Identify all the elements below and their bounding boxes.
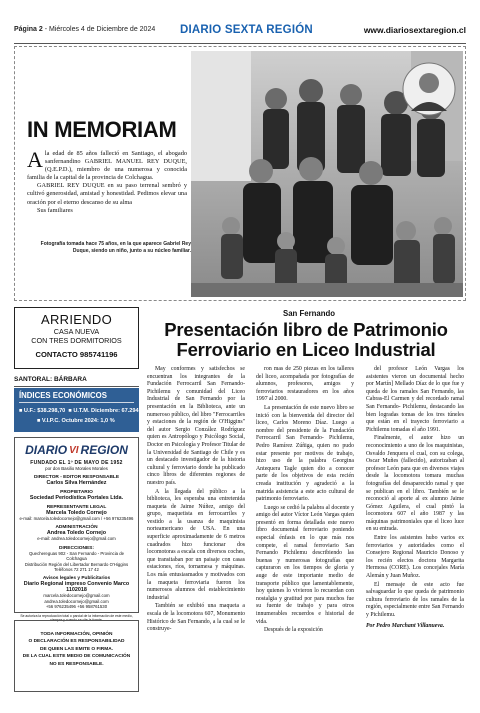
article-column-3: del profesor León Vargas los asistentes vieron un documental hecho por Martín] Mellado Díaz de lo que fue y queda de los ramales San Fernando, las Cabras-El Carmen y del recordado ramal San Fernando- Pichilemu, destacando las bien logradas tomas de los tres túneles que están en el trayecto ferroviario a Pichilemu tomadas el año 1991. Finalmente, el autor hizo un reconocimiento a uno de los maquinistas, Osvaldo Jenquera el cual, con su colega, Oscar Muñes (fallecido), autorizaban al profesor León para que en diversos viajes desde la locomotora tomara muchas fotografías del desaparecido ramal y que se publican en el libro. También se le reconoció al aporte al ex alumno Jaime Gómez Aguilera, el cual pintó la locomotora 607 el año 1987 y las máquinas patrimoniales que el liceo luce en su entrada. Entre los asistentes hubo varios ex ferroviarios y autoridades como el Consejero Regional Mauricio Donoso y los recién electos doctora Margarita Hermosa (CORE). Los concejales María Alemán y Juan Muñoz. El mensaje de este acto fue salvaguardar lo que queda de patrimonio cultura ferroviario de los ramales de la región, especialmente entre San Fernando y Pichilemu. Por Pedro Marchant Villanueva. [366,366,464,629]
disclaimer-box: TODA INFORMACIÓN, OPINIÓN O DECLARACIÓN ES RESPONSABILIDAD DE QUIEN LAS EMITE O FIRMA. DE LA CUAL ESTE MEDIO DE COMUNICACIÓN NO ES RESPONSABLE. [14,620,139,692]
drop-cap: A [27,147,43,172]
memoriam-title: IN MEMORIAM [27,117,177,142]
ad-title: ARRIENDO [40,312,113,327]
utm-value: ■ U.T.M. Diciembre: 67.294,00 [68,408,147,414]
indices-title: ÍNDICES ECONÓMICOS [19,391,134,403]
santoral: SANTORAL: BÁRBARA [14,376,139,387]
uf-value: ■ U.F.: $38.298,70 [19,408,66,414]
header-divider [14,43,466,44]
photo-caption: Fotografía tomada hace 75 años, en la que aparece Gabriel Rey Duque, siendo un niño, junto a su núcleo familiar. [40,241,191,254]
memoriam-box [14,46,466,301]
page-date: Página 2 - Miércoles 4 de Diciembre de 2024 [14,26,156,33]
memoriam-text: Ala edad de 85 años falleció en Santiago, el abogado sanfernandino GABRIEL MANUEL REY DUQUE, (Q.E.P.D.), miembro de una numerosa y conocida familia de la capital de la provincia de Colchagua. GABRIEL REY DUQUE en su paso terrenal sembró y cultivó generosidad, amistad y honestidad. Pedimos elevar una oración por el eterno descanso de su alma Sus familiares [27,147,187,214]
rental-ad: ARRIENDO CASA NUEVA CON TRES DORMITORIOS CONTACTO 985741196 [14,307,139,369]
diario-logo: DIARIO VI REGION [25,443,128,457]
article-column-1: May conformes y satisfechos se encuentran los integrantes de la Fundación Ferrocarril San Fernando- Pichilemu y comunidad del Liceo Industrial de San Fernando por la presentación en la Biblioteca, ante un numeroso público, del libro "Ferrocarriles y estaciones de la región de O'Higgins" del autor Sergio Conzález Rodríguez quien es Antropólogo y Psicólogo Social, Doctor en Psicología y Profesor Titular de la Universidad de Santiago de Chile y es un destacado investigador de la historia cultural y ferroviario donde ha publicado cinco libros de diferentes regiones de nuestro país. A la llegada del público a la biblioteca, les esperaba una entretenida maqueta de Jaime Núñez, amigo del grupo, maquetista en ferrocarriles y vestido a la usanza de maquinista norteamericano de USA. En una superficie aproximadamente de 6 metros cuadrados hizo funcionar dos locomotoras a escala con diversos coches, que transitaban por un paisaje con casas estaciones, ríos, tornamesa y máquinas. Los más entusiasmados y motivados con la maqueta ferroviaria fueron los numerosos alumnos del establecimiento industrial También se exhibió una maqueta a escala de la locomotora 607, Monumento Histórico de San Fernando, a la cual se le construye- [147,366,245,633]
website-url[interactable]: www.diariosextaregion.cl [363,25,466,35]
economic-indices [14,388,147,432]
article-column-2: ron mas de 250 piezas en los talleres del liceo, acompañada por fotografías de alumnos, profesores, amigos y ferroviarios restauradores en los años 1997 al 2000. La presentación de este nuevo libro se inició con la bienvenida del director del liceo, Carlos Moreno Díaz. Luego a nombre del presidente de la Fundación Ferrocarril San Fernando- Pichilemu, Pedro Ramírez Zúñiga, quien no pudo estar presente por motivos de trabajo, hizo uso de la palabra Georgina Antequera Tagle quien dio a conocer parte de los objetivos de esta recién creada institución y agradeció a la matrida asistencia a este acto cultural de patrimonio ferroviario. Luego se cedió la palabra al docente y amigo del autor Víctor León Vargas quien presentó en forma detallada este nuevo libro documental ferroviario poniendo especial énfasis en lo que más nos compete, el ramal ferroviario San Fernando Pichilemu describiendo las buenas y numerosas fotografías que capturaron en los tiempos de gloria y auge de este importante medio de transporte público que lamentablemente, hoy quienes lo vivieron lo recuerdan con nostalgia y gratitud por para muchos fue su fuente de trabajo y para otros innumerables recuerdos e historial de vida. Después de la exposición [256,366,354,634]
ad-contact: CONTACTO 985741196 [35,350,118,359]
article-kicker: San Fernando [283,309,335,318]
page-header [14,24,466,42]
ipc-value: ■ V.I.P.C. Octubre 2024: 1,0 % [37,418,115,424]
family-photo [191,51,463,297]
article-headline: Presentación libro de Patrimonio Ferroviario en Liceo Industrial [164,319,448,360]
newspaper-name: DIARIO SEXTA REGIÓN [180,24,313,36]
masthead-staff: DIARIO VI REGION FUNDADO EL 1º DE MAYO DE 1952 por don Basilio Morales Morales DIRECTOR - EDITOR RESPONSABLE Carlos Silva Hernández PROPIETARIO Sociedad Periodística Portales Ltda. REPRESENTANTE LEGAL Marcela Toledo Cornejo e-mail: marcela.toledocornejo@gmail.com / +56 976235496 ADMINISTRACIÓN Andrea Toledo Cornejo e-mail: andrea.toledocornejo@gmail.com DIRECCIONES: Quechereguas 902 - San Fernando - Provincia de Colchagua Distribución Región del Libertador Bernardo O'Higgins Teléfonos 72 271 17 42 Avisos legales y Publicitarios Diario Regional impreso Convenio Marco 1102018 marcela.toledocornejo@gmail.com andrea.toledocornejo@gmail.com +56 976235496 +56 958761530 Se autoriza la reproducción total o parcial de la información de este medio, siempre y cuando se cite la fuente. [14,437,139,613]
article-byline: Por Pedro Marchant Villanueva. [366,622,445,629]
